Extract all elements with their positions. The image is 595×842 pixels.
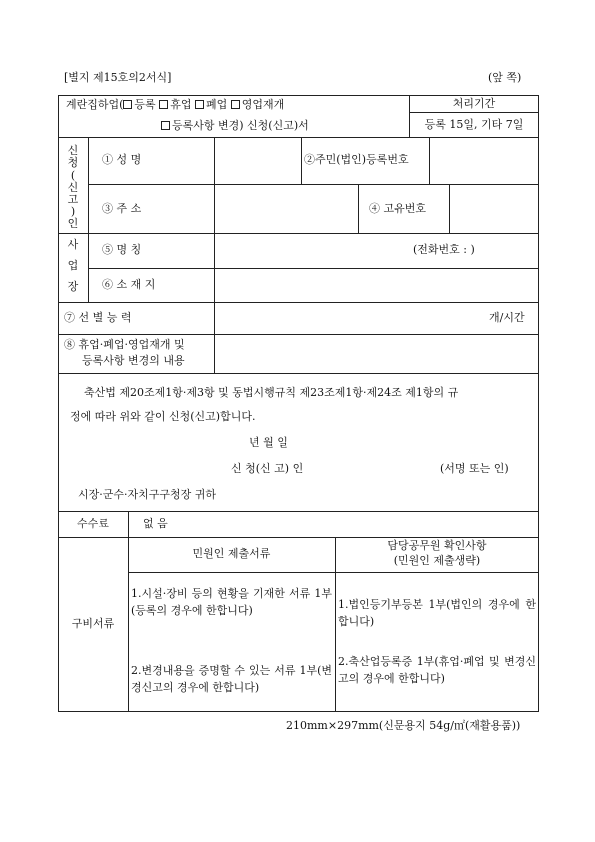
signature-hint: (서명 또는 인) bbox=[440, 462, 509, 475]
statement-date: 년 월 일 bbox=[249, 436, 288, 449]
col-divider bbox=[358, 184, 359, 233]
checkbox-resume[interactable] bbox=[231, 100, 240, 109]
form-number: [별지 제15호의2서식] bbox=[64, 71, 172, 84]
checkbox-close[interactable] bbox=[195, 100, 204, 109]
processing-period-value: 등록 15일, 기타 7일 bbox=[424, 118, 524, 131]
paper-spec: 210mm×297mm(신문용지 54g/㎡(재활용품)) bbox=[286, 719, 521, 732]
addressee: 시장·군수·자치구구청장 귀하 bbox=[78, 488, 217, 501]
location-field[interactable] bbox=[215, 269, 538, 301]
changes-field[interactable] bbox=[215, 335, 538, 372]
form-title-line1: 계란집하업( 등록 휴업 폐업 영업재개 bbox=[66, 98, 285, 111]
signer-label: 신 청(신 고) 인 bbox=[231, 462, 304, 475]
fee-value: 없 음 bbox=[143, 517, 168, 530]
official-docs-header-line1: 담당공무원 확인사항 bbox=[387, 539, 487, 552]
statement-line2: 정에 따라 위와 같이 신청(신고)합니다. bbox=[70, 410, 256, 423]
checkbox-change[interactable] bbox=[161, 121, 170, 130]
address-label: ③ 주 소 bbox=[102, 202, 142, 215]
capacity-label: ⑦ 선 별 능 력 bbox=[64, 311, 132, 324]
location-label: ⑥ 소 재 지 bbox=[102, 278, 156, 291]
applicant-docs-header: 민원인 제출서류 bbox=[192, 547, 271, 560]
page-side-label: (앞 쪽) bbox=[488, 71, 522, 84]
official-docs-header-line2: (민원인 제출생략) bbox=[393, 554, 481, 567]
official-doc-item: 1.법인등기부등본 1부(법인의 경우에 한합니다) bbox=[338, 598, 536, 628]
checkbox-suspend[interactable] bbox=[159, 100, 168, 109]
col-divider bbox=[128, 511, 129, 712]
row-divider bbox=[58, 373, 539, 374]
regno-field[interactable] bbox=[430, 138, 538, 183]
regno-label: ②주민(법인)등록번호 bbox=[304, 153, 409, 166]
unique-number-label: ④ 고유번호 bbox=[369, 202, 427, 215]
phone-number: (전화번호 : ) bbox=[413, 243, 475, 256]
processing-period-label: 처리기간 bbox=[452, 97, 496, 110]
capacity-unit: 개/시간 bbox=[489, 311, 525, 324]
row-divider bbox=[58, 537, 539, 538]
documents-label: 구비서류 bbox=[71, 617, 115, 630]
changes-label-line1: ⑧ 휴업·폐업·영업재개 및 bbox=[64, 338, 185, 351]
period-divider bbox=[409, 112, 539, 113]
unique-number-field[interactable] bbox=[450, 185, 538, 232]
changes-label-line2: 등록사항 변경의 내용 bbox=[82, 354, 185, 367]
business-name-label: ⑤ 명 칭 bbox=[102, 243, 142, 256]
applicant-doc-item: 1.시설·장비 등의 현황을 기재한 서류 1부(등록의 경우에 한합니다) bbox=[131, 587, 332, 617]
business-name-field[interactable] bbox=[215, 234, 410, 267]
name-field[interactable] bbox=[215, 138, 300, 183]
form-title-line2: 등록사항 변경) 신청(신고)서 bbox=[161, 119, 309, 133]
name-label: ① 성 명 bbox=[102, 153, 142, 166]
col-divider bbox=[88, 137, 89, 302]
official-doc-item: 2.축산업등록증 1부(휴업·폐업 및 변경신고의 경우에 한합니다) bbox=[338, 655, 536, 685]
docs-header-divider bbox=[128, 572, 539, 573]
statement-line1: 축산법 제20조제1항·제3항 및 동법시행규칙 제23조제1항·제24조 제1항의 규 bbox=[84, 386, 459, 399]
capacity-field[interactable] bbox=[215, 303, 485, 333]
row-divider bbox=[58, 511, 539, 512]
applicant-doc-item: 2.변경내용을 증명할 수 있는 서류 1부(변경신고의 경우에 한합니다) bbox=[131, 664, 332, 694]
checkbox-register[interactable] bbox=[123, 100, 132, 109]
fee-label: 수수료 bbox=[77, 517, 109, 530]
address-field[interactable] bbox=[215, 185, 357, 232]
col-divider bbox=[301, 137, 302, 184]
